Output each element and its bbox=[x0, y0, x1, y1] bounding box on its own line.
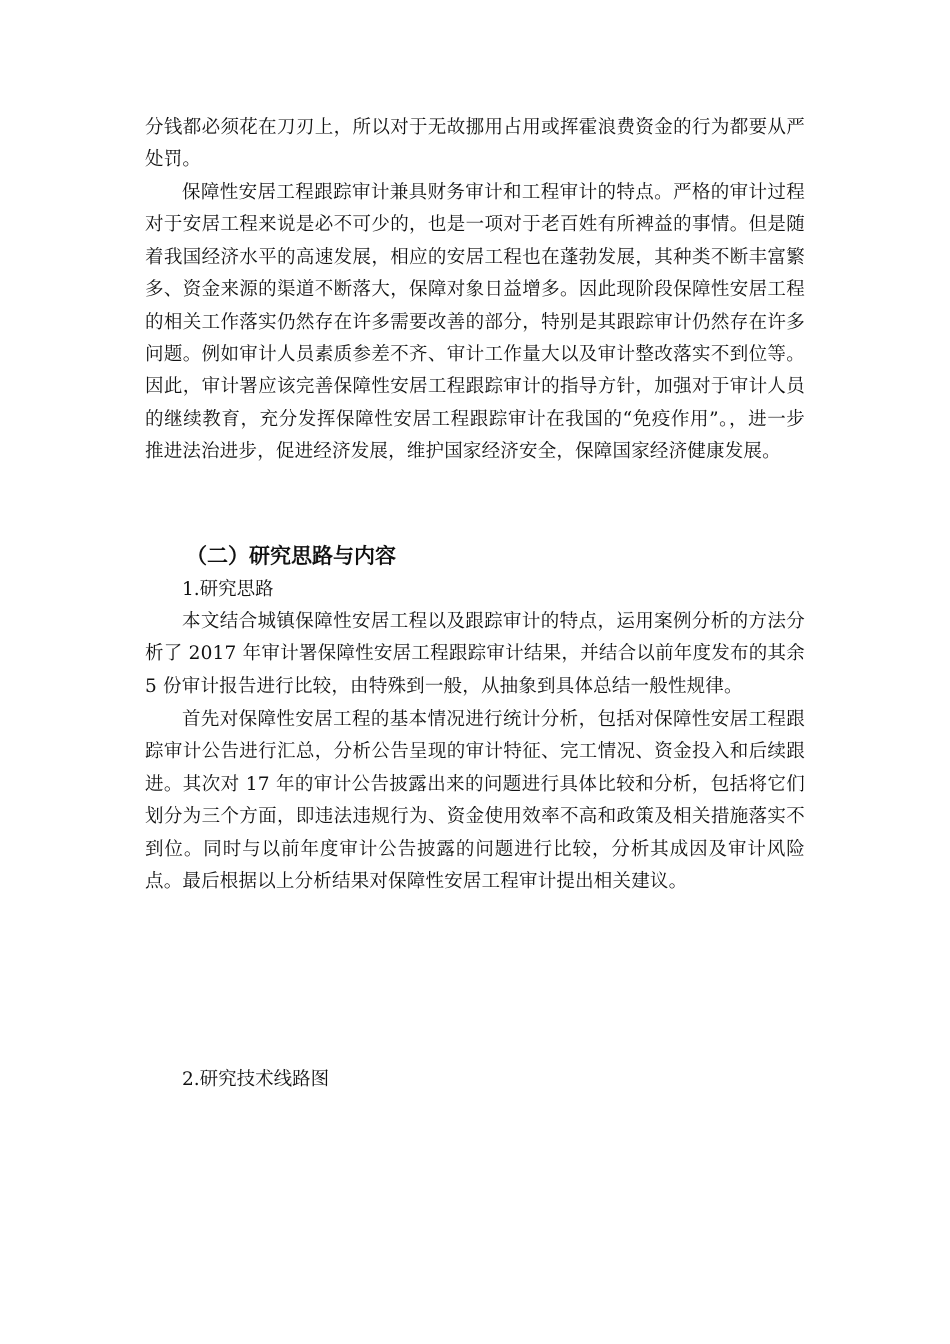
body-paragraph: 分钱都必须花在刀刃上，所以对于无故挪用占用或挥霍浪费资金的行为都要从严处罚。 bbox=[145, 117, 805, 171]
subsection-label: 2.研究技术线路图 bbox=[182, 1069, 330, 1090]
subsection-label: 1.研究思路 bbox=[182, 579, 274, 600]
body-paragraph: 保障性安居工程跟踪审计兼具财务审计和工程审计的特点。严格的审计过程对于安居工程来说是必不可少的，也是一项对于老百姓有所裨益的事情。但是随着我国经济水平的高速发展，相应的安居工程也在蓬勃发展，其种类不断丰富繁多、资金来源的渠道不断落大，保障对象日益增多。因此现阶段保障性安居工程的相关工作落实仍然存在许多需要改善的部分，特别是其跟踪审计仍然存在许多问题。例如审计人员素质参差不齐、审计工作量大以及审计整改落实不到位等。因此，审计署应该完善保障性安居工程跟踪审计的指导方针，加强对于审计人员的继续教育，充分发挥保障性安居工程跟踪审计在我国的“免疫作用”。，进一步推进法治进步，促进经济发展，维护国家经济安全，保障国家经济健康发展。 bbox=[145, 182, 805, 463]
body-paragraph: 首先对保障性安居工程的基本情况进行统计分析，包括对保障性安居工程跟踪审计公告进行汇总，分析公告呈现的审计特征、完工情况、资金投入和后续跟进。其次对 17 年的审计公告披露出来的问题进行具体比较和分析，包括将它们划分为三个方面，即违法违规行为、资金使用效率不高和政策及相关措施落实不到位。同时与以前年度审计公告披露的问题进行比较，分析其成因及审计风险点。最后根据以上分析结果对保障性安居工程审计提出相关建议。 bbox=[145, 709, 805, 893]
section-heading: （二）研究思路与内容 bbox=[186, 543, 396, 568]
body-paragraph: 本文结合城镇保障性安居工程以及跟踪审计的特点，运用案例分析的方法分析了 2017 年审计署保障性安居工程跟踪审计结果，并结合以前年度发布的其余 5 份审计报告进行比较，由特殊到一般，从抽象到具体总结一般性规律。 bbox=[145, 611, 805, 697]
